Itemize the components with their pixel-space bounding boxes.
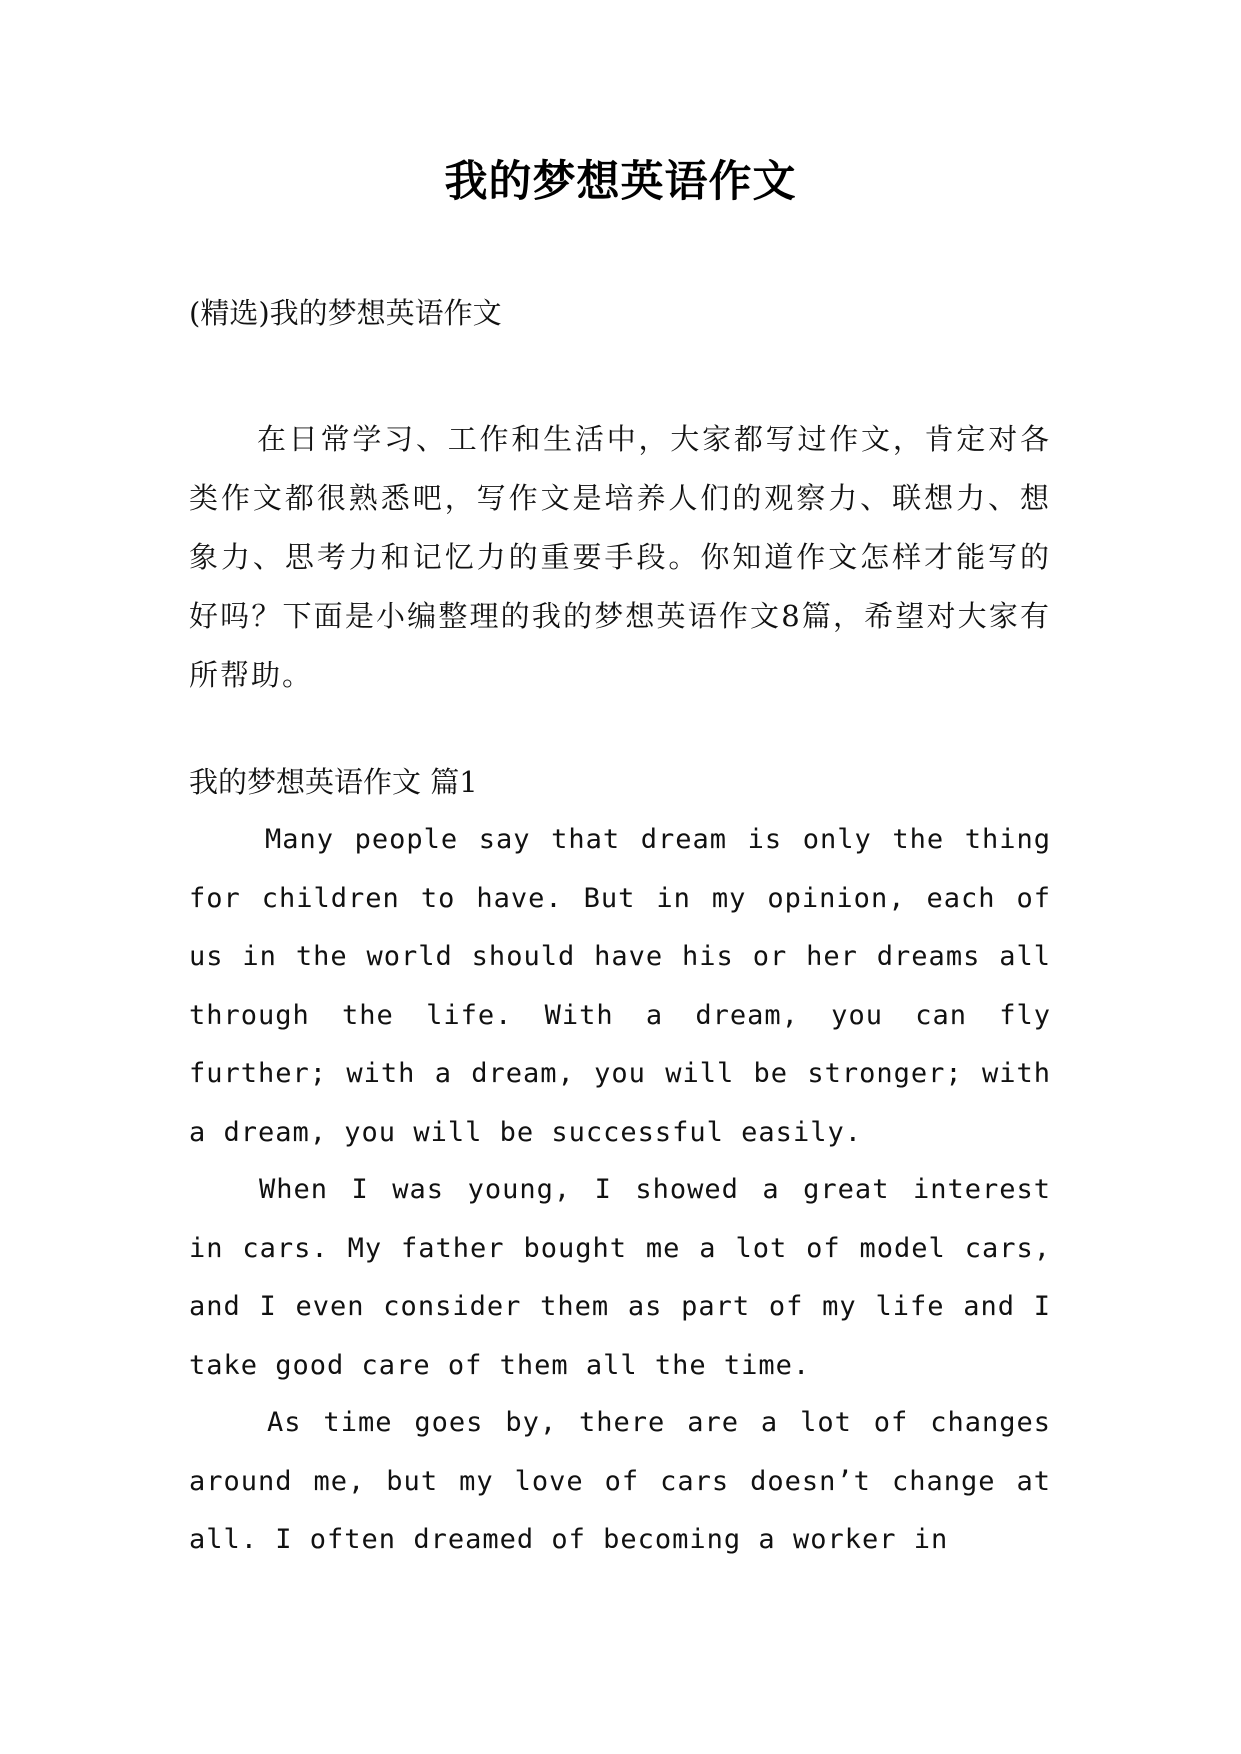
section-heading: 我的梦想英语作文 篇1 bbox=[189, 765, 478, 799]
essay-paragraph-3: As time goes by, there are a lot of changes around me, but my love of cars doesn’t change at all. I often dreamed of becoming a worker in bbox=[189, 1407, 1051, 1555]
essay-paragraph-2: When I was young, I showed a great interest in cars. My father bought me a lot of model cars, and I even consider them as part of my life and I take good care of them all the time. bbox=[189, 1174, 1051, 1381]
intro-paragraph: 在日常学习、工作和生活中，大家都写过作文，肯定对各类作文都很熟悉吧，写作文是培养人们的观察力、联想力、想象力、思考力和记忆力的重要手段。你知道作文怎样才能写的好吗？下面是小编整理的我的梦想英语作文8篇，希望对大家有所帮助。 bbox=[189, 422, 1051, 692]
essay-paragraph-1: Many people say that dream is only the thing for children to have. But in my opinion, each of us in the world should have his or her dreams all through the life. With a dream, you can fly further; with a dream, you will be stronger; with a dream, you will be successful easily. bbox=[189, 824, 1051, 1148]
document-title: 我的梦想英语作文 bbox=[444, 157, 797, 207]
document-subtitle: (精选)我的梦想英语作文 bbox=[189, 296, 502, 330]
